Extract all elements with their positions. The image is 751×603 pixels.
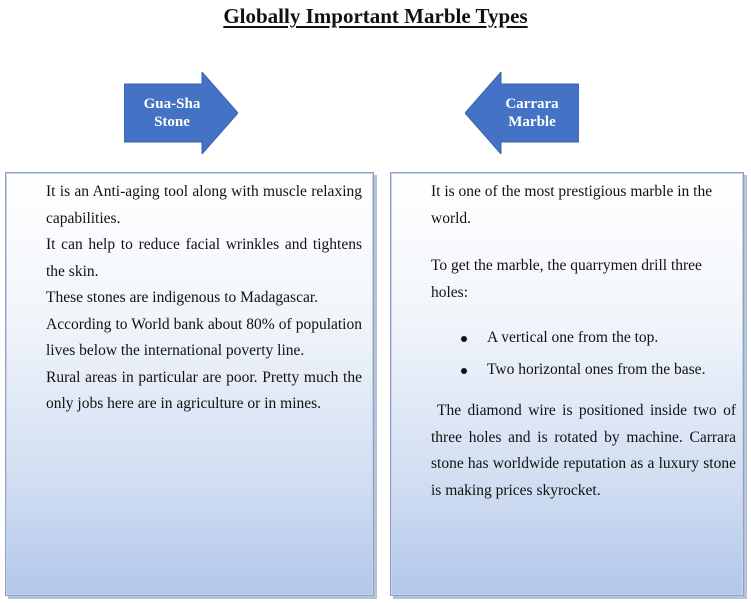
- carrara-info-box: [390, 172, 744, 596]
- list-item: [431, 357, 741, 384]
- carrara-bullet-2: Two horizontal ones from the base.: [487, 360, 706, 378]
- gua-sha-label-line2: Stone: [154, 114, 190, 130]
- carrara-intro-1: It is one of the most prestigious marble in the world.: [431, 183, 713, 227]
- carrara-bullet-list: [431, 325, 741, 388]
- gua-sha-paragraph-2: It can help to reduce facial wrinkles and tightens the skin.: [46, 236, 362, 280]
- bullet-icon: [461, 368, 467, 374]
- carrara-bullet-1: A vertical one from the top.: [487, 329, 659, 346]
- carrara-label-line1: Carrara: [505, 96, 559, 112]
- bullet-icon: [461, 336, 467, 342]
- gua-sha-arrow: [124, 72, 238, 154]
- carrara-label-line2: Marble: [508, 114, 556, 130]
- gua-sha-text-block: [46, 179, 362, 418]
- carrara-arrow-label: [485, 72, 579, 154]
- gua-sha-label-line1: Gua-Sha: [143, 96, 201, 112]
- page-title: Globally Important Marble Types: [223, 4, 528, 28]
- carrara-outro: The diamond wire is positioned inside two of three holes and is rotated by machine. Carrara stone has worldwide reputation as a luxury stone is making prices skyrocket.: [431, 402, 736, 499]
- gua-sha-paragraph-4: According to World bank about 80% of population lives below the international poverty line.: [46, 315, 362, 359]
- list-item: [431, 325, 741, 352]
- gua-sha-paragraph-3: These stones are indigenous to Madagascar.: [46, 289, 319, 306]
- carrara-intro-2: To get the marble, the quarrymen drill three holes:: [431, 257, 702, 301]
- gua-sha-arrow-label: [124, 72, 220, 154]
- gua-sha-paragraph-5: Rural areas in particular are poor. Pretty much the only jobs here are in agriculture or in mines.: [46, 368, 362, 412]
- gua-sha-paragraph-1: It is an Anti-aging tool along with muscle relaxing capabilities.: [46, 183, 362, 227]
- gua-sha-info-box: [5, 172, 374, 596]
- carrara-arrow: [465, 72, 579, 154]
